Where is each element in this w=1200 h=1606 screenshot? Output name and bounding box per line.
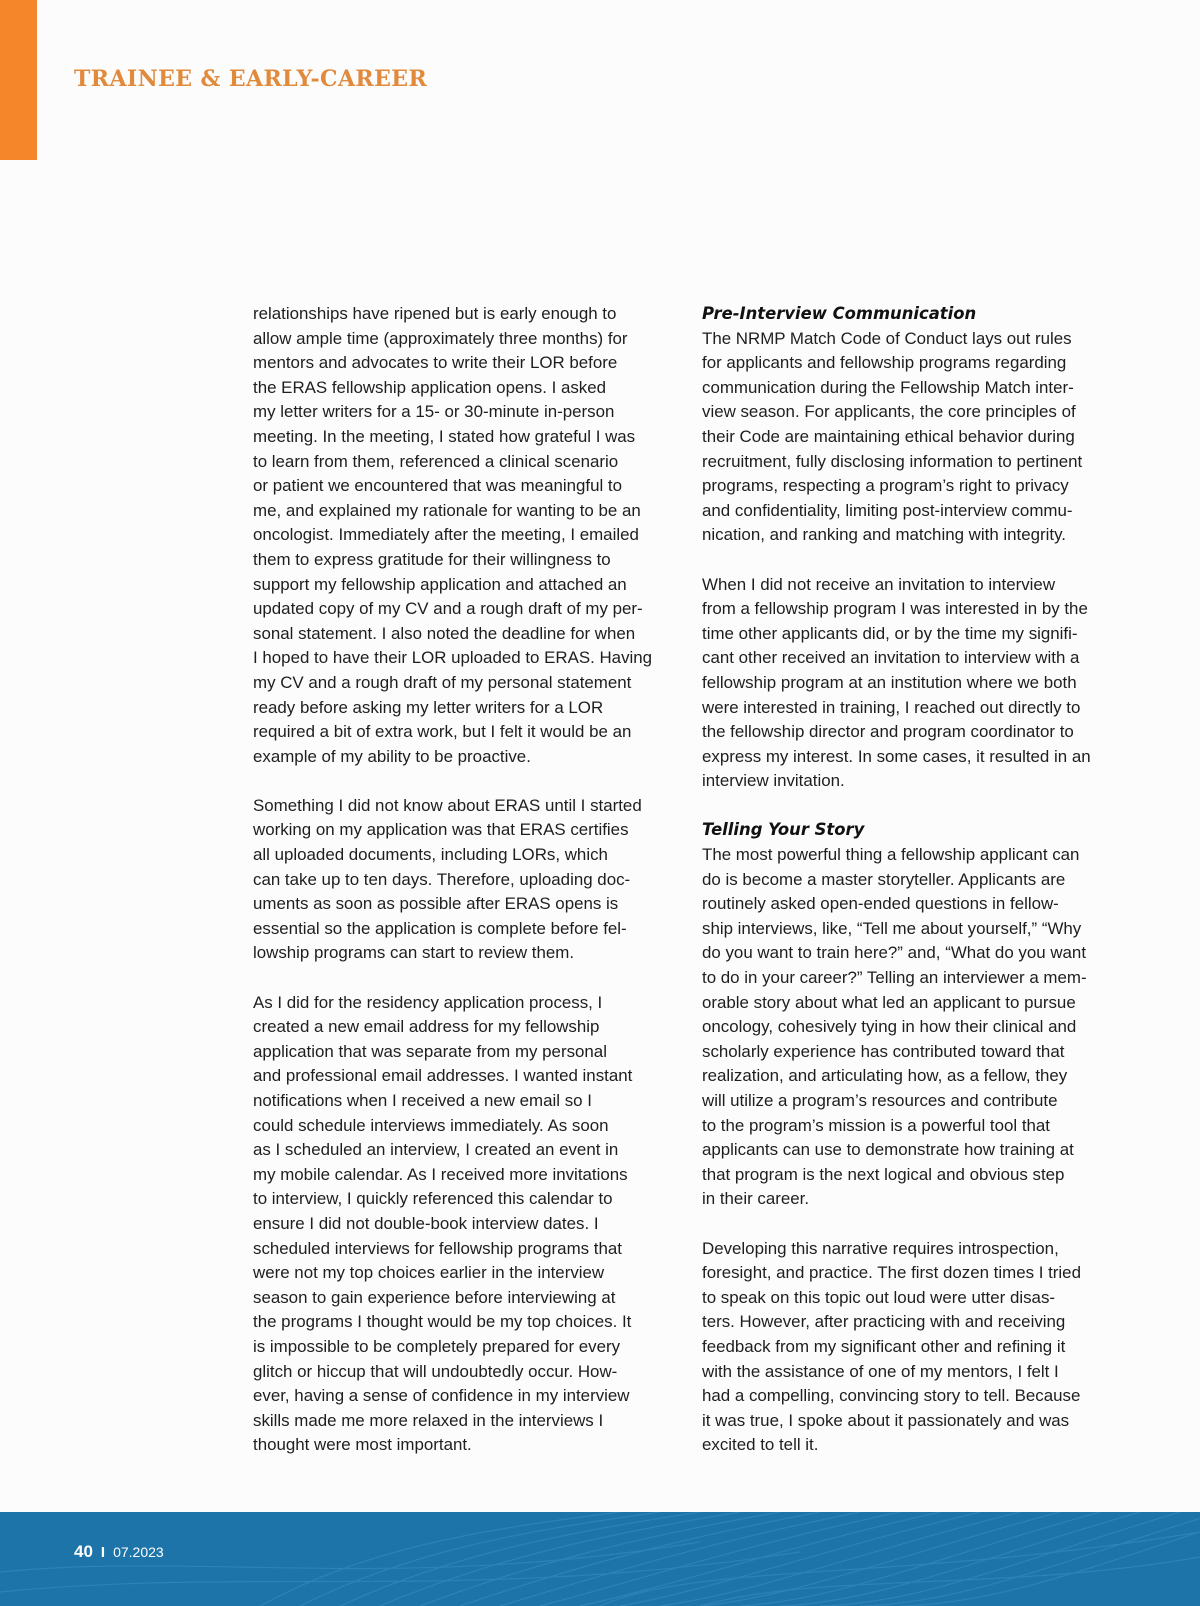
body-text-line: recruitment, fully disclosing information to pertinent bbox=[702, 451, 1083, 471]
page-number: 40 bbox=[74, 1542, 93, 1561]
body-text-line: to learn from them, referenced a clinical scenario bbox=[253, 451, 619, 471]
footer-pattern bbox=[0, 1512, 1200, 1606]
body-text-line: were not my top choices earlier in the interview bbox=[253, 1263, 605, 1283]
paragraph bbox=[702, 573, 1142, 794]
body-text-line: required a bit of extra work, but I felt it would be an bbox=[253, 722, 632, 742]
body-text-line: the programs I thought would be my top choices. It bbox=[253, 1312, 632, 1332]
body-text-line: interview invitation. bbox=[702, 771, 845, 791]
body-text-line: from a fellowship program I was interested in by the bbox=[702, 599, 1088, 619]
body-text-line: can take up to ten days. Therefore, uploading doc- bbox=[253, 869, 631, 889]
body-text-line: nication, and ranking and matching with integrity. bbox=[702, 525, 1066, 545]
body-text-line: my letter writers for a 15- or 30-minute in-person bbox=[253, 402, 615, 422]
body-text-line: view season. For applicants, the core principles of bbox=[702, 402, 1076, 422]
body-text-line: application that was separate from my personal bbox=[253, 1041, 607, 1061]
body-text-line: and professional email addresses. I wanted instant bbox=[253, 1066, 633, 1086]
left-column bbox=[253, 302, 683, 1458]
body-text-line: sonal statement. I also noted the deadline for when bbox=[253, 623, 636, 643]
body-text-line: oncology, cohesively tying in how their clinical and bbox=[702, 1017, 1077, 1037]
body-text-line: Developing this narrative requires introspection, bbox=[702, 1238, 1059, 1258]
body-text-line: feedback from my significant other and refining it bbox=[702, 1336, 1066, 1356]
body-text-line: routinely asked open-ended questions in fellow- bbox=[702, 894, 1059, 914]
body-text-line: is impossible to be completely prepared for every bbox=[253, 1336, 621, 1356]
body-text-line: time other applicants did, or by the time my signifi- bbox=[702, 623, 1078, 643]
body-text-line: support my fellowship application and attached an bbox=[253, 574, 627, 594]
body-text-line: working on my application was that ERAS certifies bbox=[253, 820, 629, 840]
section-label: TRAINEE & EARLY-CAREER bbox=[74, 66, 428, 92]
body-text-line: lowship programs can start to review them. bbox=[253, 943, 575, 963]
body-text-line: scholarly experience has contributed toward that bbox=[702, 1041, 1065, 1061]
body-text-line: example of my ability to be proactive. bbox=[253, 746, 531, 766]
body-text-line: them to express gratitude for their willingness to bbox=[253, 549, 611, 569]
body-text-line: I hoped to have their LOR uploaded to ERAS. Having bbox=[253, 648, 653, 668]
body-text-line: cant other received an invitation to interview with a bbox=[702, 648, 1080, 668]
body-text-line: and confidentiality, limiting post-interview commu- bbox=[702, 500, 1073, 520]
body-text-line: ensure I did not double-book interview dates. I bbox=[253, 1213, 599, 1233]
body-text-line: the ERAS fellowship application opens. I asked bbox=[253, 377, 607, 397]
body-text-line: it was true, I spoke about it passionately and was bbox=[702, 1410, 1070, 1430]
body-text-line: my mobile calendar. As I received more invitations bbox=[253, 1164, 628, 1184]
body-text-line: The most powerful thing a fellowship applicant can bbox=[702, 845, 1080, 865]
issue-date: 07.2023 bbox=[113, 1544, 164, 1560]
body-text-line: do you want to train here?” and, “What do you want bbox=[702, 943, 1087, 963]
body-text-line: meeting. In the meeting, I stated how grateful I was bbox=[253, 426, 636, 446]
body-text-line: excited to tell it. bbox=[702, 1435, 819, 1455]
body-text-line: foresight, and practice. The first dozen times I tried bbox=[702, 1263, 1081, 1283]
body-text-line: oncologist. Immediately after the meeting, I emailed bbox=[253, 525, 639, 545]
footer-bar bbox=[0, 1512, 1200, 1606]
body-text-line: as I scheduled an interview, I created an event in bbox=[253, 1140, 619, 1160]
body-text-line: to speak on this topic out loud were utter disas- bbox=[702, 1287, 1056, 1307]
body-text-line: notifications when I received a new email so I bbox=[253, 1091, 592, 1110]
subheading: Telling Your Story bbox=[702, 820, 865, 840]
paragraph bbox=[702, 818, 1142, 1212]
body-text-line: to the program’s mission is a powerful tool that bbox=[702, 1115, 1050, 1135]
body-text-line: allow ample time (approximately three months) for bbox=[253, 328, 628, 348]
body-text-line: had a compelling, convincing story to tell. Because bbox=[702, 1386, 1081, 1406]
body-text-line: to do in your career?” Telling an interviewer a mem- bbox=[702, 968, 1087, 988]
body-text-line: programs, respecting a program’s right to privacy bbox=[702, 476, 1069, 496]
body-text-line: created a new email address for my fellowship bbox=[253, 1017, 600, 1037]
body-text-line: or patient we encountered that was meaningful to bbox=[253, 476, 623, 496]
paragraph bbox=[253, 302, 683, 769]
paragraph bbox=[253, 991, 683, 1458]
paragraph bbox=[702, 1237, 1142, 1458]
body-text-line: could schedule interviews immediately. As soon bbox=[253, 1115, 609, 1135]
body-text-line: ters. However, after practicing with and receiving bbox=[702, 1312, 1066, 1332]
body-text-line: the fellowship director and program coordinator to bbox=[702, 722, 1074, 742]
subheading: Pre-Interview Communication bbox=[702, 304, 977, 323]
accent-bar bbox=[0, 0, 37, 160]
body-text-line: applicants can use to demonstrate how training at bbox=[702, 1140, 1074, 1160]
body-text-line: to interview, I quickly referenced this calendar to bbox=[253, 1189, 613, 1209]
body-text-line: Something I did not know about ERAS until I started bbox=[253, 795, 642, 815]
body-text-line: were interested in training, I reached out directly to bbox=[702, 697, 1081, 717]
body-text-line: thought were most important. bbox=[253, 1435, 472, 1455]
body-text-line: fellowship program at an institution where we both bbox=[702, 672, 1077, 692]
body-text-line: relationships have ripened but is early enough to bbox=[253, 304, 617, 323]
body-text-line: updated copy of my CV and a rough draft of my per- bbox=[253, 599, 643, 619]
folio-separator: I bbox=[100, 1544, 106, 1561]
page-folio bbox=[74, 1542, 164, 1562]
body-text-line: my CV and a rough draft of my personal statement bbox=[253, 672, 632, 692]
body-text-line: do is become a master storyteller. Applicants are bbox=[702, 869, 1066, 889]
body-text-line: glitch or hiccup that will undoubtedly occur. How- bbox=[253, 1361, 618, 1381]
body-text-line: ever, having a sense of confidence in my interview bbox=[253, 1386, 630, 1406]
body-text-line: me, and explained my rationale for wanting to be an bbox=[253, 500, 641, 520]
body-text-line: The NRMP Match Code of Conduct lays out rules bbox=[702, 328, 1072, 348]
right-column bbox=[702, 302, 1142, 1458]
body-text-line: scheduled interviews for fellowship programs that bbox=[253, 1238, 622, 1258]
body-text-line: As I did for the residency application process, I bbox=[253, 992, 603, 1012]
body-text-line: with the assistance of one of my mentors, I felt I bbox=[702, 1361, 1059, 1381]
paragraph bbox=[253, 794, 683, 966]
body-text-line: ready before asking my letter writers for a LOR bbox=[253, 697, 604, 717]
body-text-line: orable story about what led an applicant to pursue bbox=[702, 992, 1076, 1012]
body-text-line: realization, and articulating how, as a fellow, they bbox=[702, 1066, 1068, 1086]
body-text-line: When I did not receive an invitation to interview bbox=[702, 574, 1056, 594]
body-text-line: express my interest. In some cases, it resulted in an bbox=[702, 746, 1091, 766]
body-text-line: for applicants and fellowship programs regarding bbox=[702, 353, 1067, 373]
body-text-line: mentors and advocates to write their LOR before bbox=[253, 353, 618, 373]
body-text-line: will utilize a program’s resources and contribute bbox=[702, 1091, 1058, 1110]
body-text-line: in their career. bbox=[702, 1189, 810, 1209]
paragraph bbox=[702, 302, 1142, 548]
body-text-line: skills made me more relaxed in the interviews I bbox=[253, 1410, 604, 1430]
body-text-line: ship interviews, like, “Tell me about yourself,” “Why bbox=[702, 918, 1082, 938]
body-text-line: season to gain experience before interviewing at bbox=[253, 1287, 616, 1307]
body-text-line: uments as soon as possible after ERAS opens is bbox=[253, 894, 619, 914]
body-text-line: their Code are maintaining ethical behavior during bbox=[702, 426, 1075, 446]
body-text-line: that program is the next logical and obvious step bbox=[702, 1164, 1065, 1184]
body-text-line: communication during the Fellowship Match inter- bbox=[702, 377, 1074, 397]
body-text-line: all uploaded documents, including LORs, which bbox=[253, 845, 608, 865]
body-text-line: essential so the application is complete before fel- bbox=[253, 918, 627, 938]
